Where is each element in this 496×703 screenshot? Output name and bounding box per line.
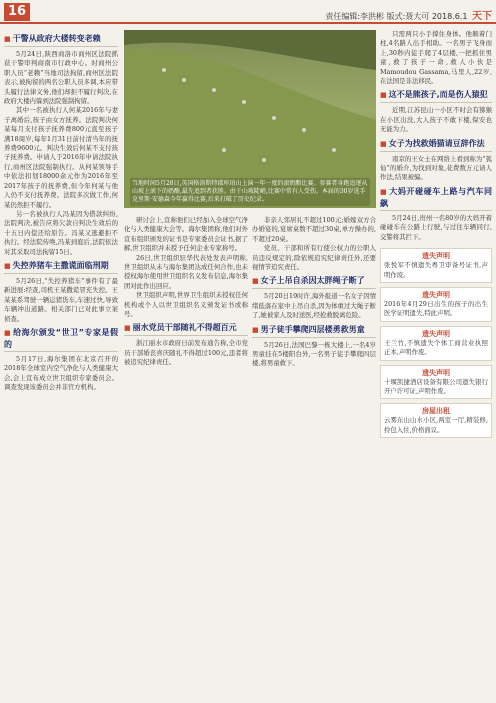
article-paragraph: 26日,世卫组织驻华代表处发表声明称,世卫组织从未与海尔集团达成任何合作,也未授权海尔使用世卫组织名义发布信息,海尔集团对此作出回应。 [124,253,248,290]
article-paragraph: 研讨会上,宣称他们已经加入全球空气净化与人类健康大会等。海尔集团称,他们对外宣布组织颁发的证书是专家委员会证书,据了解,世卫组织并未授予任何企业专家称号。 [124,216,248,253]
photo-caption: 当地时间5月28日,英国格洛斯特郡库珀山上演一年一度的滚奶酪比赛。参赛者身跑追逐从山坡上滚下的奶酪,最先追到者获胜。由于山坡陡峭,比赛中常有人受伤。本届的30岁选手克里斯·安德森今年赢得比赛,后来打破了历史纪录。 [130,178,370,206]
column-4 [380,30,492,700]
column-2 [124,216,248,696]
notice-box [380,326,492,361]
notice-title: 遗失声明 [422,290,450,299]
headline: ■ 女子为找救婚猫请豆辞作法 [380,138,492,152]
notice-body: 王兰竹,不慎遗失个体工商营业执照正本,声明作废。 [384,338,488,357]
article-paragraph: 只需两只小手撑住身体。他顺着门柱,4名路人出手相助。一名男子飞身而上,30秒内徒手爬了4层楼,一把抓住男童,救了孩子一命,救人小伙是Mamoudou Gassama,马里人,22岁,在法国是非法移民。 [380,30,492,86]
headline: ■ 这不是熊孩子,而是伤人猿犯 [380,89,492,103]
notice-body: 2016年4月29日出生的孩子的出生医学证明遗失,特此声明。 [384,299,488,318]
article-paragraph: 其中一名被执行人何某2016年与妻子离婚后,孩子由女方抚养。法院判决何某每月支付孩子抚养费800元直至孩子满18周岁,每年1月31日前付清当年的抚养费9600元。判决生效后何某不支付孩子抚养费。申请人于2016年申请法院执行,商州区法院强制执行。从何某领导手中依法扣划18000余元作为2016年至2017年孩子的抚养费,但今年何某与他人仍不支付抚养费。法院多次做工作,何某仍然拒不履行。 [4,106,118,209]
notice-box [380,248,492,283]
headline: ■ 大妈开碰碰车上路与汽车同飙 [380,186,492,211]
article-paragraph: 5月26日,法国巴黎一栋大楼上,一名4岁男童挂在5楼阳台外,一名男子徒手攀爬四层楼,将男童救下。 [252,340,376,368]
notice-box [380,365,492,400]
page-meta [325,7,492,22]
headline: ■ 给海尔颁发“世卫”专家是假的 [4,327,118,352]
layout-credit: 版式:聂大可 [386,12,430,21]
section-title: 天下 [472,11,492,22]
page-header [0,0,496,24]
article-paragraph: 5月24日,陕西商洛市商州区法院抓获干警审判商南市行政中心。时商州公职人员“老赖”当地司法拘留,商州区法院表示,被拘留的两名公职人员多调,本应带头履行法律义务,他们却拒不履行判决,在政府大楼内躲到法院强制拘留。 [4,50,118,106]
headline: ■ 男子徒手攀爬四层楼勇救男童 [252,324,376,338]
headline: ■ 失控养猪车主撒谎面临刑期 [4,260,118,274]
article-paragraph: 非亲人邻居礼不超过100元;婚嫁双方合办婚宴的,宴席桌数不超过30桌,单方操办的,不超过20桌。 [252,216,376,243]
article-paragraph: 近期,江苏昆山一小区不时会有猕猴在小区出没,大人孩子不敢下楼,保安也无能为力。 [380,106,492,134]
notice-title: 遗失声明 [422,368,450,377]
article-paragraph: 5月26日,“失控养猪车”事件有了最新进展:经查,司机王某撒谎冒充失控。王某某系驾驶一辆运猪货车,车速过快,导致车辆冲出道路。相关部门已对此事立案侦查。 [4,276,118,323]
headline: ■ 干警从政府大楼转变老赖 [4,33,118,47]
headline: ■ 丽水党员干部随礼不得超百元 [124,322,248,336]
editor-credit: 责任编辑:李洪彬 [325,12,385,21]
issue-date: 2018.6.1 [431,12,468,21]
classified-notices [380,248,492,438]
notice-box [380,287,492,322]
article-paragraph: 世卫组织声明,世界卫生组织未授权任何机构或个人以世卫组织名义颁发证书或称号。 [124,291,248,319]
notice-title: 遗失声明 [422,329,450,338]
notice-body: 云雾东山山水小区,两室一厅,精装修,拎包入住,价格面议。 [384,416,488,434]
notice-box [380,403,492,438]
notice-body: 十堰凯捷酒店设备有限公司遗失银行开户许可证,声明作废。 [384,377,488,395]
article-paragraph: 南京的王女士在网络上看到称为“狐仙”的婚介,为找到对象,花费数万元请人作法,结果被骗。 [380,154,492,182]
notice-body: 张悦军不慎遗失粤卫审备号证书,声明作废。 [384,261,488,279]
column-1 [4,30,118,700]
article-paragraph: 另一名被执行人冯某因为借款纠纷,法院判决,被告应将欠款自判决生效后的十五日内偿还给原告。冯某又逃避拒不执行。经法院传唤,冯某到庭后,法院依法对其采取司法拘留15日。 [4,209,118,256]
article-paragraph: 5月20日19时许,海外报道一名女子因情绪低落在家中上吊自杀,因为体重过大绳子断了,她被家人及时送医,经抢救脱离危险。 [252,292,376,320]
headline: ■ 女子上吊自杀因太胖绳子断了 [252,275,376,289]
article-paragraph: 5月24日,贵州一名80岁的大妈开着碰碰车在公路上行驶,与过往车辆同行,交警将其拦下。 [380,213,492,241]
notice-title: 遗失声明 [422,252,450,261]
article-paragraph: 浙江丽水市政府日前发布通告称,全市党员干部婚丧喜庆随礼不得超过100元,违者将被追究纪律责任。 [124,339,248,367]
article-paragraph: 党员、干部和所有行使公权力的公职人员违反规定的,除依规追究纪律责任外,还要视情节追究责任。 [252,244,376,272]
article-paragraph: 5月17日,海尔集团在北京召开的2018年全球室内空气净化与人类健康大会,会上宣布成立世卫组织专家委员会。调查发现该委员会并非官方机构。 [4,354,118,392]
notice-title: 房屋出租 [422,407,450,416]
page-number: 16 [4,3,30,21]
column-3 [252,216,376,696]
